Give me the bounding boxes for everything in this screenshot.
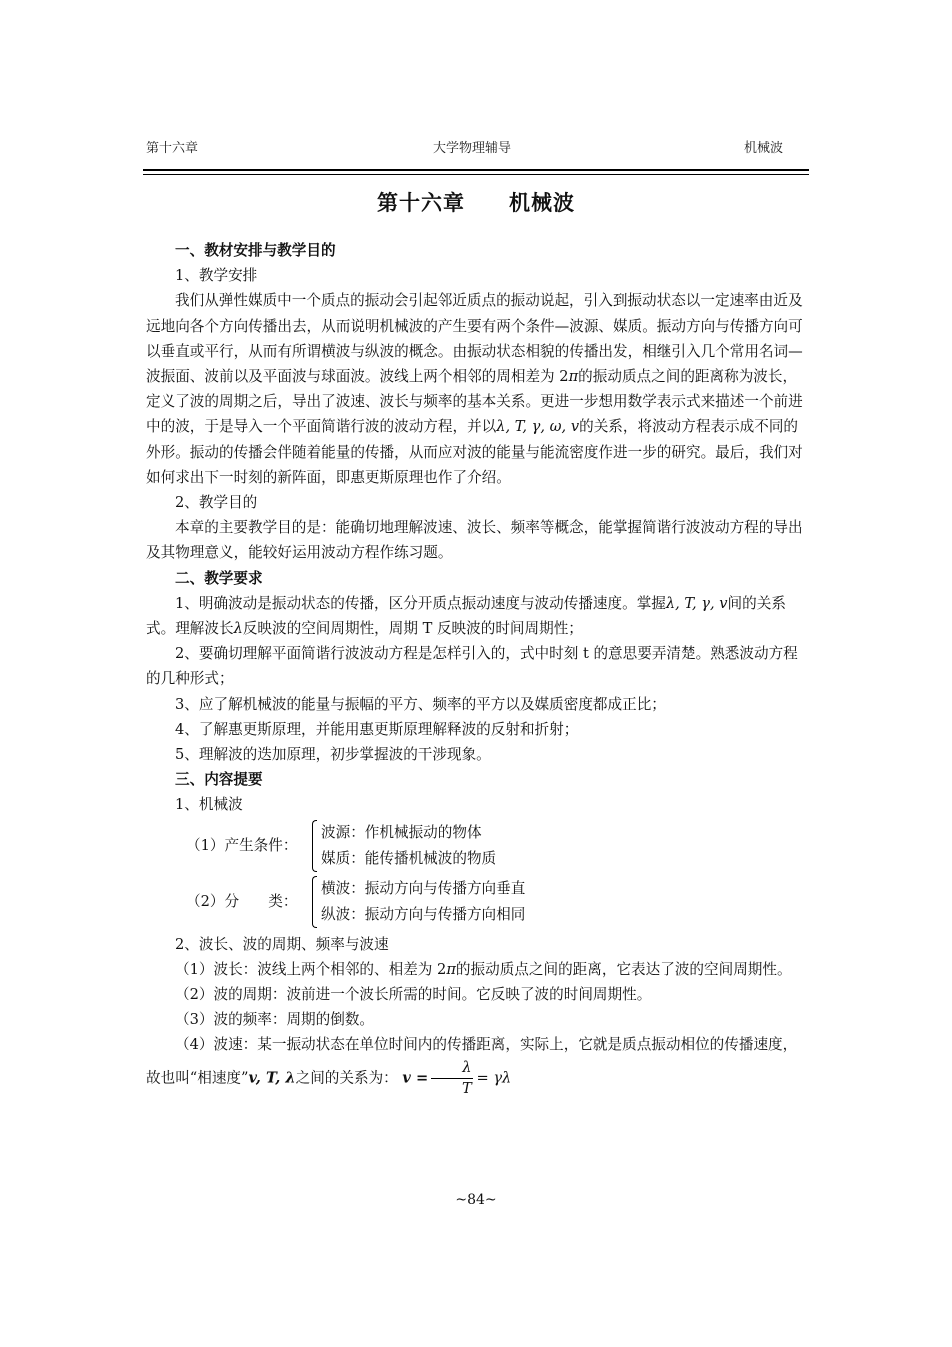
left-brace [312, 876, 317, 928]
requirement-3: 3、应了解机械波的能量与振幅的平方、频率的平方以及媒质密度都成正比； [175, 695, 666, 713]
conditions-group [186, 820, 810, 872]
header-rule-thin [143, 174, 809, 175]
def-period: （2）波的周期：波前进一个波长所需的时间。它反映了波的时间周期性。 [175, 986, 652, 1004]
math-pi: π [446, 960, 456, 978]
text: （1）波长：波线上两个相邻的、相差为 2 [175, 960, 447, 978]
text: 间的关系式。理解波长 [146, 594, 786, 638]
formula-rest: = γλ [476, 1069, 512, 1087]
title-chapter: 第十六章 [377, 191, 465, 215]
text: 我们从弹性媒质中一个质点的振动会引起邻近质点的振动说起，引入到振动状态以一定速率由近及远地向各个方向传播出去，从而说明机械波的产生要有两个条件—波源、媒质。振动方向与传播方向可以垂直或平行，从而有所谓横波与纵波的概念。由振动状态相貌的传播出发，相继引入几个常用名词—波振面、波前以及平面波与球面波。波线上两个相邻的周相差为 2 [146, 292, 803, 386]
subheading-purpose: 2、教学目的 [175, 494, 258, 512]
paragraph-arrangement [146, 288, 810, 490]
def-wavelength [146, 957, 810, 982]
def-frequency: （3）波的频率：周期的倒数。 [175, 1011, 375, 1029]
classification-group [186, 876, 810, 928]
math-symbols: v, T, λ [248, 1069, 296, 1087]
text: （4）波速：某一振动状态在单位时间内的传播距离，实际上，它就是质点振动相位的传播速度，故也叫“相速度” [146, 1036, 798, 1087]
conditions-list [321, 820, 496, 872]
text: 的振动质点之间的距离称为波长，定义了波的周期之后，导出了波速、波长与频率的基本关系。更进一步想用数学表示式来描述一个前进中的波，于是导入一个平面简谐行波的波动方程，并以 [146, 368, 803, 436]
list-item: 纵波：振动方向与传播方向相同 [321, 905, 526, 923]
math-symbols: λ, T, γ, v [665, 594, 728, 612]
section-heading-3: 三、内容提要 [175, 771, 263, 789]
classification-list [321, 876, 525, 928]
text: 的关系，将波动方程表示成不同的外形。振动的传播会伴随着能量的传播，从而应对波的能量与能流密度作进一步的研究。最后，我们对如何求出下一时刻的新阵面，即惠更斯原理也作了介绍。 [146, 418, 803, 486]
header-right: 机械波 [744, 141, 784, 156]
text: 反映波的空间周期性，周期 T 反映波的时间周期性； [242, 620, 583, 638]
section-heading-1: 一、教材安排与教学目的 [175, 242, 336, 259]
math-lambda: λ [233, 620, 243, 638]
header-rule-thick [143, 169, 809, 171]
document-body [146, 238, 810, 1099]
header-left: 第十六章 [146, 141, 199, 156]
text: 之间的关系为： [295, 1069, 398, 1087]
header-center: 大学物理辅导 [433, 141, 512, 156]
requirement-1 [146, 591, 810, 641]
fraction-numerator: λ [431, 1058, 473, 1079]
formula-v: v = [402, 1069, 429, 1087]
text: 1、明确波动是振动状态的传播，区分开质点振动速度与波动传播速度。掌握 [175, 594, 666, 612]
requirement-2: 2、要确切理解平面简谐行波波动方程是怎样引入的，式中时刻 t 的意思要弄清楚。熟悉波动方程的几种形式； [146, 645, 798, 688]
paragraph-purpose: 本章的主要教学目的是：能确切地理解波速、波长、频率等概念，能掌握简谐行波波动方程的导出及其物理意义，能较好运用波动方程作练习题。 [146, 519, 803, 562]
list-item: 媒质：能传播机械波的物质 [321, 849, 497, 867]
requirement-5: 5、理解波的迭加原理，初步掌握波的干涉现象。 [175, 746, 491, 764]
list-item: 波源：作机械振动的物体 [321, 823, 482, 841]
formula-fraction [431, 1058, 473, 1099]
subheading-wavelength: 2、波长、波的周期、频率与波速 [175, 935, 389, 953]
page-title [143, 187, 809, 217]
def-speed [146, 1032, 810, 1098]
requirement-4: 4、了解惠更斯原理，并能用惠更斯原理解释波的反射和折射； [175, 720, 579, 738]
classification-label: （2）分 类： [186, 893, 298, 911]
list-item: 横波：振动方向与传播方向垂直 [321, 879, 526, 897]
fraction-denominator: T [461, 1079, 472, 1097]
left-brace [312, 820, 317, 872]
page-number: ~84~ [455, 1192, 497, 1208]
title-name: 机械波 [509, 191, 575, 215]
text: 的振动质点之间的距离，它表达了波的空间周期性。 [455, 960, 792, 978]
conditions-label: （1）产生条件： [186, 837, 298, 855]
section-heading-2: 二、教学要求 [175, 569, 263, 587]
math-pi: π [568, 368, 579, 386]
subheading-arrangement: 1、教学安排 [175, 267, 258, 285]
math-symbols: λ, T, γ, ω, v [496, 418, 580, 436]
subheading-mechanical-wave: 1、机械波 [175, 796, 243, 814]
